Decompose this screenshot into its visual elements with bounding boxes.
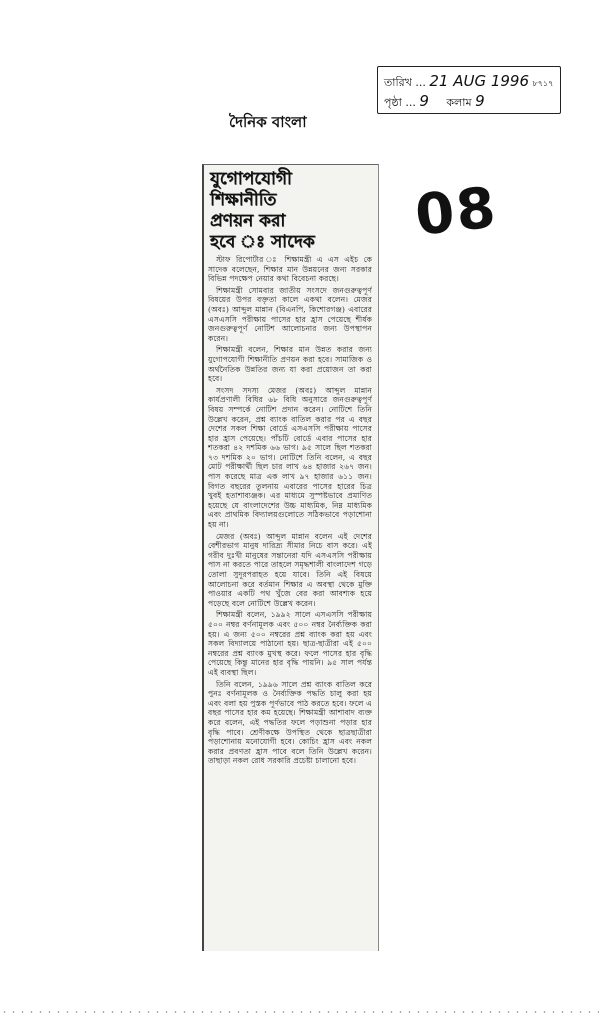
headline-line: শিক্ষানীতি bbox=[210, 190, 277, 210]
article-paragraph: সংসদ সদস্য মেজর (অবঃ) আব্দুল মান্নান কার্যপ্রণালী বিধির ৬৮ বিধি অনুসারে জনগুরুত্বপূর্ণ বিষয় সম্পর্কে নোটিশ প্রদান করেন। নোটিশে তিনি উল্লেখ করেন, প্রশ্ন ব্যাংক বাতিল করার পর এ বছর দেশের সকল শিক্ষা বোর্ডে এসএসসি পরীক্ষায় পাসের হার হ্রাস পেয়েছে। পাঁচটি বোর্ডে এবার পাসের হার শতকরা ৪২ দশমিক ৬৬ ভাগ। ৯৫ সালে ছিল শতকরা ৭৩ দশমিক ২০ ভাগ। নোটিশে তিনি বলেন, এ বছর মোট পরীক্ষার্থী ছিল চার লাখ ৬৪ হাজার ২৬৭ জন। পাস করেছে মাত্র এক লাখ ৯৭ হাজার ৬১১ জন। বিগত বছরের তুলনায় এবারের পাসের হারের চিত্র খুবই হতাশাব্যঞ্জক। এর মাধ্যমে সুস্পষ্টভাবে প্রমাণিত হয়েছে যে বাংলাদেশের উচ্চ মাধ্যমিক, নিম্ন মাধ্যমিক এবং প্রাথমিক বিদ্যালয়গুলোতে সঠিকভাবে পড়াশোনা হয় না। bbox=[208, 385, 372, 530]
headline-line: হবে ঃ সাদেক bbox=[210, 232, 315, 252]
stamp-date-value: 21 AUG 1996 bbox=[429, 72, 530, 90]
article-paragraph: শিক্ষামন্ত্রী সোমবার জাতীয় সংসদে জনগুরুত্বপূর্ণ বিষয়ের উপর বক্তৃতা কালে একথা বলেন। মেজর (অবঃ) আব্দুল মান্নান (বিএনপি, কিশোরগঞ্জ) এবারের এসএসসি পরীক্ষায় পাসের হার হ্রাস পেয়েছে শীর্ষক জনগুরুত্বপূর্ণ নোটিশ আলোচনার জন্য উপস্থাপন করেন। bbox=[208, 285, 372, 343]
stamp-page-value: 9 bbox=[419, 92, 429, 110]
stamp-date-row bbox=[384, 72, 553, 93]
article-headline bbox=[210, 169, 370, 253]
stamp-date-label: তারিখ ... bbox=[384, 76, 426, 89]
scan-edge-dots bbox=[0, 1010, 599, 1014]
stamp-column-label: কলাম bbox=[446, 96, 472, 109]
stamp-page-row bbox=[384, 92, 485, 113]
article-body bbox=[208, 255, 372, 945]
archive-stamp bbox=[377, 66, 561, 114]
article-paragraph: শিক্ষামন্ত্রী বলেন, ১৯৯২ সালে এসএসসি পরীক্ষায় ৫০০ নম্বর বর্ণনামূলক এবং ৫০০ নম্বর নৈর্ব্যক্তিক করা হয়। এ জন্য ৫০০ নম্বরের প্রশ্ন ব্যাংক করা হয় এবং সকল বিদ্যালয়ে পাঠানো হয়। ছাত্র-ছাত্রীরা এই ৫০০ নম্বরের প্রশ্ন ব্যাংক মুখস্থ করে। ফলে পাসের হার বৃদ্ধি পেয়েছে কিন্তু মানের হার বৃদ্ধি পায়নি। ৯৫ সাল পর্যন্ত এই ব্যবস্থা ছিল। bbox=[208, 610, 372, 677]
headline-line: প্রণয়ন করা bbox=[210, 211, 286, 231]
stamp-page-label: পৃষ্ঠা ... bbox=[384, 96, 416, 109]
newspaper-clipping bbox=[202, 164, 379, 951]
article-paragraph: শিক্ষামন্ত্রী বলেন, শিক্ষার মান উন্নত করার জন্য যুগোপযোগী শিক্ষানীতি প্রণয়ন করা হবে। সামাজিক ও অর্থনৈতিক উন্নতির জন্য যা করা প্রয়োজন তা করা হবে। bbox=[208, 345, 372, 384]
handwritten-page-number: 08 bbox=[412, 175, 501, 249]
article-paragraph: তিনি বলেন, ১৯৯৬ সালে প্রশ্ন ব্যাংক বাতিল করে পুনঃ বর্ণনামূলক ও নৈর্ব্যক্তিক পদ্ধতি চালু করা হয় এবং বলা হয় পুস্তক পূর্ণভাবে পাঠ করতে হবে। ফলে এ বছর পাসের হার কম হয়েছে। শিক্ষামন্ত্রী আশাবাদ ব্যক্ত করে বলেন, এই পদ্ধতির ফলে পড়াশুনা পড়ার হার বৃদ্ধি পাবে। শ্রেণীকক্ষে উপস্থিত থেকে ছাত্রছাত্রীরা পড়াশোনায় মনোযোগী হবে। কোচিং হ্রাস এবং নকল করার প্রবণতা হ্রাস পাবে বলে তিনি উল্লেখ করেন। তাছাড়া নকল রোধ সরকারি প্রচেষ্টা চালানো হবে। bbox=[208, 679, 372, 766]
article-paragraph: মেজর (অবঃ) আব্দুল মান্নান বলেন এই দেশের বেশীরভাগ মানুষ দারিদ্র্য সীমার নিচে বাস করে। এই গরীব দুঃখী মানুষের সন্তানেরা যদি এসএসসি পরীক্ষায় পাস না করতে পারে তাহলে সমৃদ্ধশালী বাংলাদেশ গড়ে তোলা সুদূরপরাহত হয়ে যাবে। তিনি এই বিষয়ে আলোচনা করে বর্তমান শিক্ষার এ অবস্থা থেকে মুক্তি পাওয়ার একটি পথ খুঁজে বের করা আবশ্যক হয়ে পড়েছে বলে নোটিশে উল্লেখ করেন। bbox=[208, 531, 372, 608]
headline-line: যুগোপযোগী bbox=[210, 169, 292, 189]
stamp-small-mark: ৮৭১৭ bbox=[532, 79, 554, 88]
stamp-column-value: 9 bbox=[475, 92, 485, 110]
article-paragraph: স্টাফ রিপোর্টার ঃ শিক্ষামন্ত্রী এ এস এইচ কে সাদেক বলেছেন, শিক্ষার মান উন্নয়নের জন্য সরকার বিভিন্ন পদক্ষেপ নেয়ার কথা বিবেচনা করছে। bbox=[208, 255, 372, 284]
newspaper-masthead: দৈনিক বাংলা bbox=[229, 113, 307, 131]
